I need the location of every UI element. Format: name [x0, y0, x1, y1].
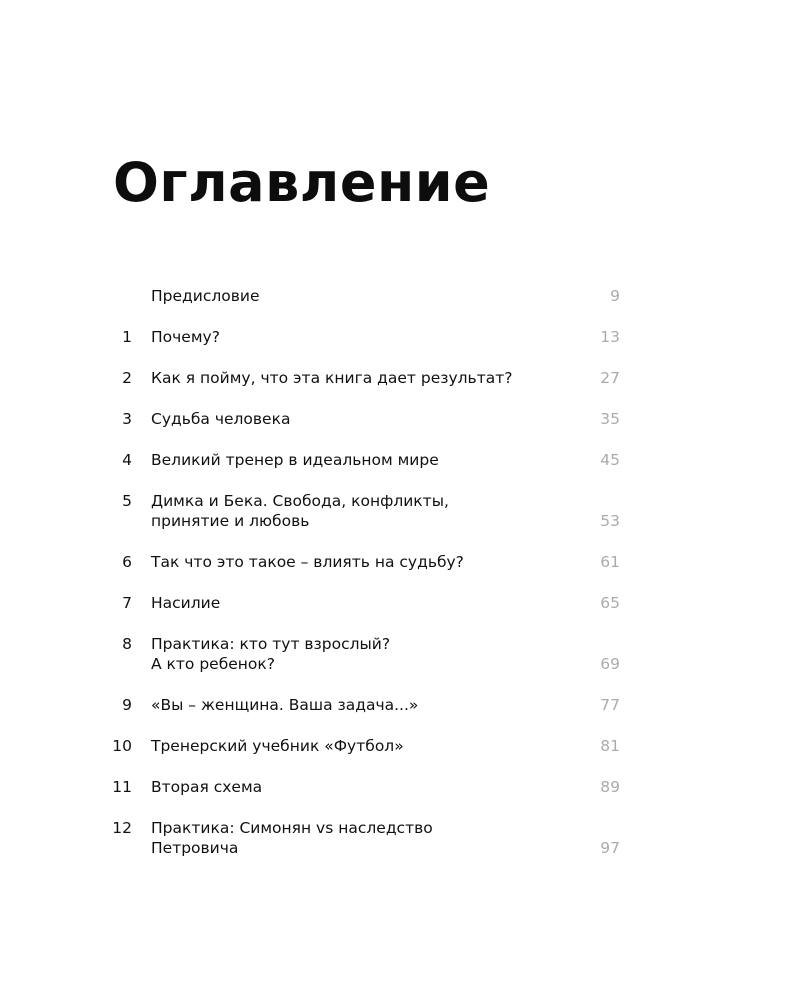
toc-entry: [100, 450, 620, 470]
page-number: 89: [600, 778, 620, 796]
toc-entry: [100, 736, 620, 756]
toc-entry: [100, 327, 620, 347]
chapter-number: 9: [122, 696, 132, 714]
page-number: 81: [600, 737, 620, 755]
chapter-title: Как я пойму, что эта книга дает результат?: [151, 369, 513, 387]
chapter-title: Насилие: [151, 594, 221, 612]
toc-entry: [100, 491, 620, 531]
toc-entry: [100, 695, 620, 715]
chapter-number: 10: [112, 737, 132, 755]
page-title: Оглавление: [113, 151, 491, 214]
chapter-number: 5: [122, 492, 132, 510]
toc-entry: [100, 634, 620, 674]
page-number: 35: [600, 410, 620, 428]
chapter-title: Судьба человека: [151, 410, 291, 428]
page-number: 9: [610, 287, 620, 305]
chapter-number: 1: [122, 328, 132, 346]
page-number: 27: [600, 369, 620, 387]
toc-entry: [100, 286, 620, 306]
page-number: 13: [600, 328, 620, 346]
page-number: 61: [600, 553, 620, 571]
toc-entry: [100, 409, 620, 429]
chapter-title: Великий тренер в идеальном мире: [151, 451, 439, 469]
chapter-number: 3: [122, 410, 132, 428]
chapter-number: 6: [122, 553, 132, 571]
chapter-title: Практика: Симонян vs наследство Петровича: [151, 819, 433, 857]
toc-entry: [100, 368, 620, 388]
toc-entry: [100, 593, 620, 613]
chapter-number: 12: [112, 819, 132, 837]
chapter-title: «Вы – женщина. Ваша задача...»: [151, 696, 419, 714]
chapter-title: Почему?: [151, 328, 220, 346]
chapter-title: Тренерский учебник «Футбол»: [151, 737, 404, 755]
page-number: 65: [600, 594, 620, 612]
page-number: 53: [600, 512, 620, 530]
page-number: 97: [600, 839, 620, 857]
chapter-title: Димка и Бека. Свобода, конфликты, принятие и любовь: [151, 492, 449, 530]
chapter-number: 7: [122, 594, 132, 612]
chapter-number: 11: [112, 778, 132, 796]
page-number: 45: [600, 451, 620, 469]
chapter-title: Практика: кто тут взрослый? А кто ребенок?: [151, 635, 391, 673]
chapter-number: 2: [122, 369, 132, 387]
toc-list: [100, 286, 620, 879]
toc-entry: [100, 777, 620, 797]
page-number: 77: [600, 696, 620, 714]
toc-entry: [100, 818, 620, 858]
chapter-number: 4: [122, 451, 132, 469]
toc-entry: [100, 552, 620, 572]
page-number: 69: [600, 655, 620, 673]
chapter-title: Так что это такое – влиять на судьбу?: [151, 553, 464, 571]
chapter-number: 8: [122, 635, 132, 653]
chapter-title: Предисловие: [151, 287, 260, 305]
chapter-title: Вторая схема: [151, 778, 263, 796]
